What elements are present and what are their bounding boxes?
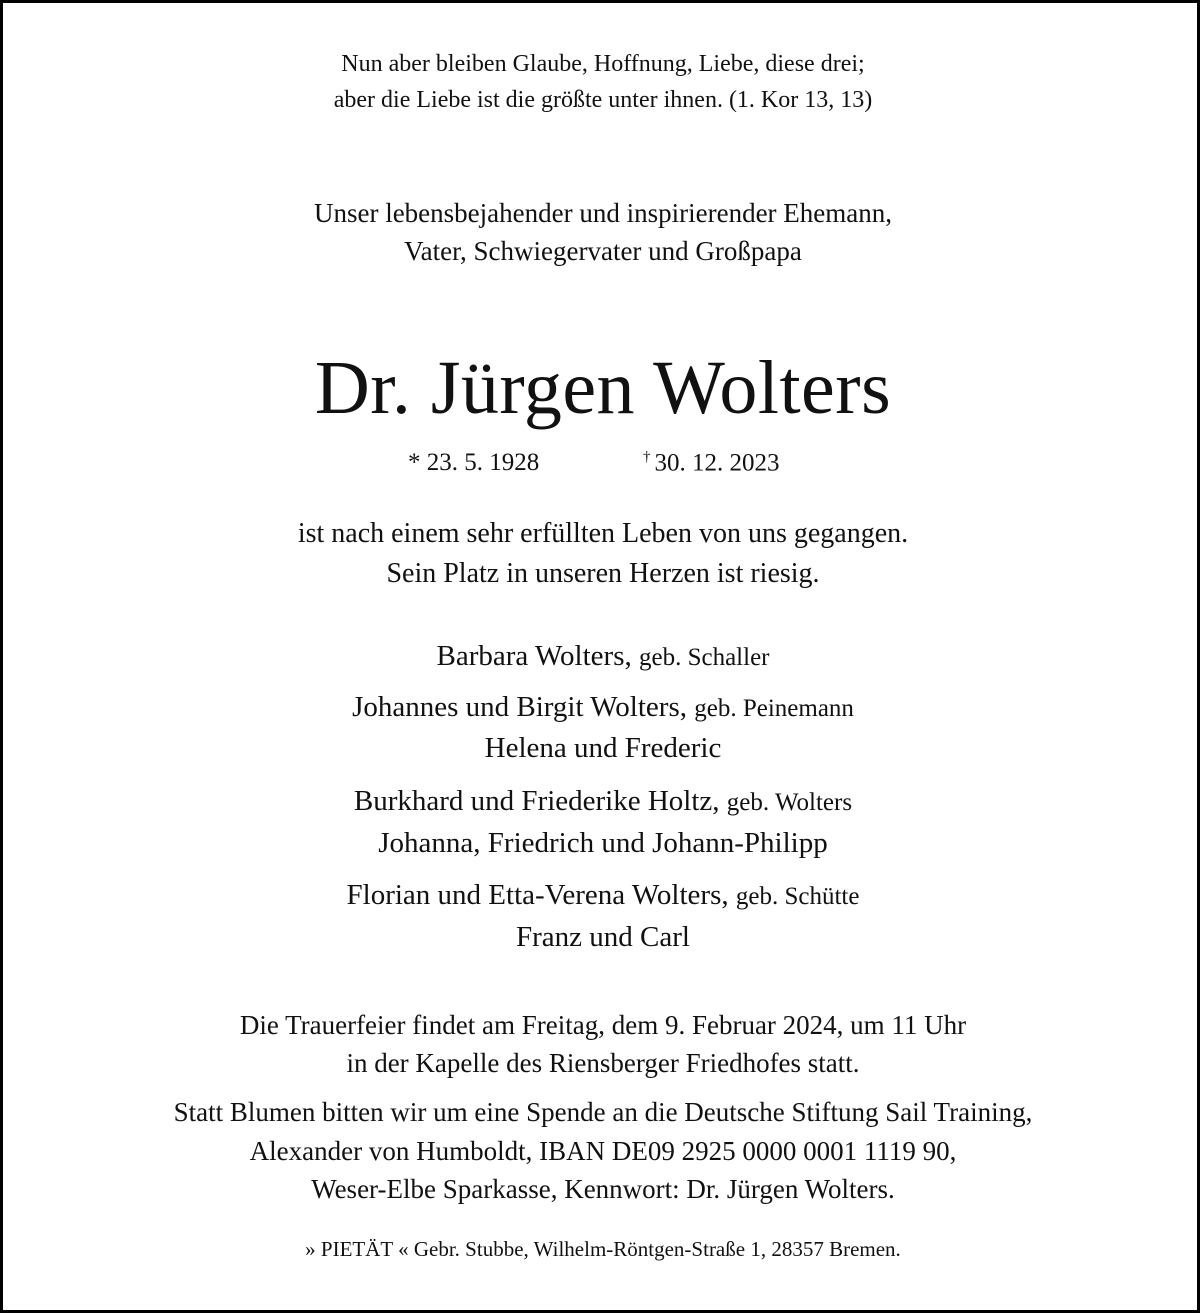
family-maiden-name: geb. Schaller bbox=[638, 644, 770, 671]
intro-line-1: Unser lebensbejahender und inspirierender Ehemann, bbox=[313, 198, 893, 228]
intro-line-2: Vater, Schwiegervater und Großpapa bbox=[404, 236, 802, 266]
family-line bbox=[3, 921, 1200, 954]
donation-line-1: Statt Blumen bitten wir um eine Spende an die Deutsche Stiftung Sail Training, bbox=[173, 1097, 1033, 1127]
death-date: 30. 12. 2023 bbox=[654, 449, 780, 477]
family-names: Franz und Carl bbox=[516, 921, 690, 953]
life-dates bbox=[3, 449, 1200, 485]
funeral-home-footer: » PIETÄT « Gebr. Stubbe, Wilhelm-Röntgen-Straße 1, 28357 Bremen. bbox=[305, 1237, 901, 1261]
family-names: Johanna, Friedrich und Johann-Philipp bbox=[378, 827, 828, 859]
verse-line-2: aber die Liebe ist die größte unter ihnen. (1. Kor 13, 13) bbox=[333, 87, 873, 113]
family-maiden-name: geb. Peinemann bbox=[694, 695, 854, 722]
cross-symbol: † bbox=[643, 449, 651, 465]
family-maiden-name: geb. Schütte bbox=[735, 883, 860, 910]
death-date-group bbox=[643, 449, 780, 477]
family-names: Johannes und Birgit Wolters, bbox=[352, 691, 687, 723]
message-line-1: ist nach einem sehr erfüllten Leben von uns gegangen. bbox=[297, 518, 909, 549]
birth-symbol: * bbox=[408, 449, 421, 476]
verse-line-1: Nun aber bleiben Glaube, Hoffnung, Liebe, diese drei; bbox=[341, 51, 865, 77]
deceased-name: Dr. Jürgen Wolters bbox=[314, 346, 892, 430]
birth-date-group bbox=[408, 449, 539, 477]
family-line bbox=[3, 691, 1200, 724]
family-line bbox=[3, 640, 1200, 673]
family-line bbox=[3, 827, 1200, 860]
message-line-2: Sein Platz in unseren Herzen ist riesig. bbox=[386, 558, 820, 589]
donation-line-2: Alexander von Humboldt, IBAN DE09 2925 0000 0001 1119 90, bbox=[249, 1136, 957, 1166]
ceremony-line-1: Die Trauerfeier findet am Freitag, dem 9. Februar 2024, um 11 Uhr bbox=[239, 1010, 967, 1040]
family-line bbox=[3, 785, 1200, 818]
family-names: Burkhard und Friederike Holtz, bbox=[353, 785, 720, 817]
family-line bbox=[3, 732, 1200, 765]
family-names: Florian und Etta-Verena Wolters, bbox=[346, 879, 729, 911]
family-line bbox=[3, 879, 1200, 912]
ceremony-line-2: in der Kapelle des Riensberger Friedhofes statt. bbox=[346, 1048, 860, 1078]
family-maiden-name: geb. Wolters bbox=[726, 789, 853, 816]
donation-line-3: Weser-Elbe Sparkasse, Kennwort: Dr. Jürgen Wolters. bbox=[311, 1174, 895, 1204]
family-names: Barbara Wolters, bbox=[436, 640, 632, 672]
family-names: Helena und Frederic bbox=[484, 732, 722, 764]
birth-date: 23. 5. 1928 bbox=[426, 449, 540, 476]
